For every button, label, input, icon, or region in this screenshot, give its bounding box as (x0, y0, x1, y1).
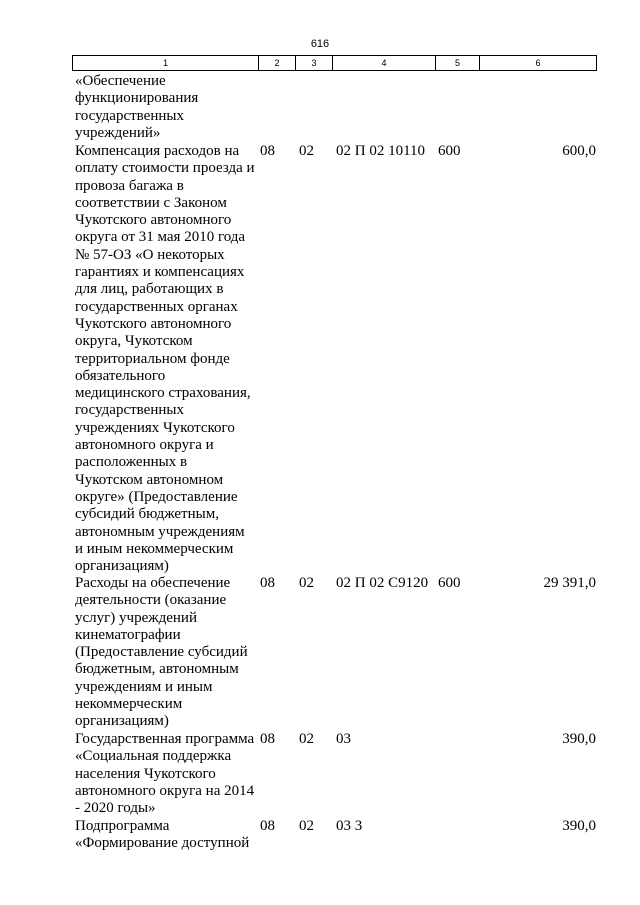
row-section: 08 (260, 143, 275, 159)
row-name: «Обеспечение функционирования государственных учреждений» (75, 73, 199, 141)
table-header (72, 55, 597, 71)
row-expense-type: 600 (438, 143, 461, 159)
row-name: Компенсация расходов на оплату стоимости проезда и провоза багажа в соответствии с Законом Чукотского автономного округа от 31 мая 2010 года № 57-ОЗ «О некоторых гарантиях и компенсациях для лиц, работающих в государственных органах Чукотского автономного округа, Чукотском территориальном фонде обязательного медицинского страхования, государственных учреждениях Чукотского автономного округа и расположенных в Чукотском автономном округе» (Предоставление субсидий бюджетным, автономным учреждениям и иным некоммерческим организациям) (75, 143, 255, 575)
row-section: 08 (260, 731, 275, 747)
row-subsection: 02 (299, 731, 314, 747)
row-target-code: 03 3 (336, 818, 363, 834)
row-amount: 390,0 (562, 818, 596, 834)
row-amount: 29 391,0 (543, 575, 596, 591)
row-section: 08 (260, 818, 275, 834)
row-target-code: 02 П 02 10110 (336, 143, 426, 159)
row-subsection: 02 (299, 575, 314, 591)
row-section: 08 (260, 575, 275, 591)
header-col-3: 3 (296, 56, 333, 71)
header-col-1: 1 (73, 56, 259, 71)
row-amount: 600,0 (562, 143, 596, 159)
row-name: Расходы на обеспечение деятельности (оказание услуг) учреждений кинематографии (Предоставление субсидий бюджетным, автономным учреждениям и иным некоммерческим организациям) (75, 575, 248, 730)
row-subsection: 02 (299, 818, 314, 834)
row-target-code: 03 (336, 731, 351, 747)
row-name: Государственная программа «Социальная поддержка населения Чукотского автономного округа на 2014 - 2020 годы» (75, 731, 255, 817)
row-subsection: 02 (299, 143, 314, 159)
row-expense-type: 600 (438, 575, 461, 591)
header-col-6: 6 (480, 56, 597, 71)
header-col-5: 5 (436, 56, 480, 71)
row-target-code: 02 П 02 С9120 (336, 575, 429, 591)
row-amount: 390,0 (562, 731, 596, 747)
header-col-2: 2 (259, 56, 296, 71)
row-name: Подпрограмма «Формирование доступной (75, 818, 250, 852)
page-number: 616 (310, 38, 330, 50)
header-col-4: 4 (333, 56, 436, 71)
